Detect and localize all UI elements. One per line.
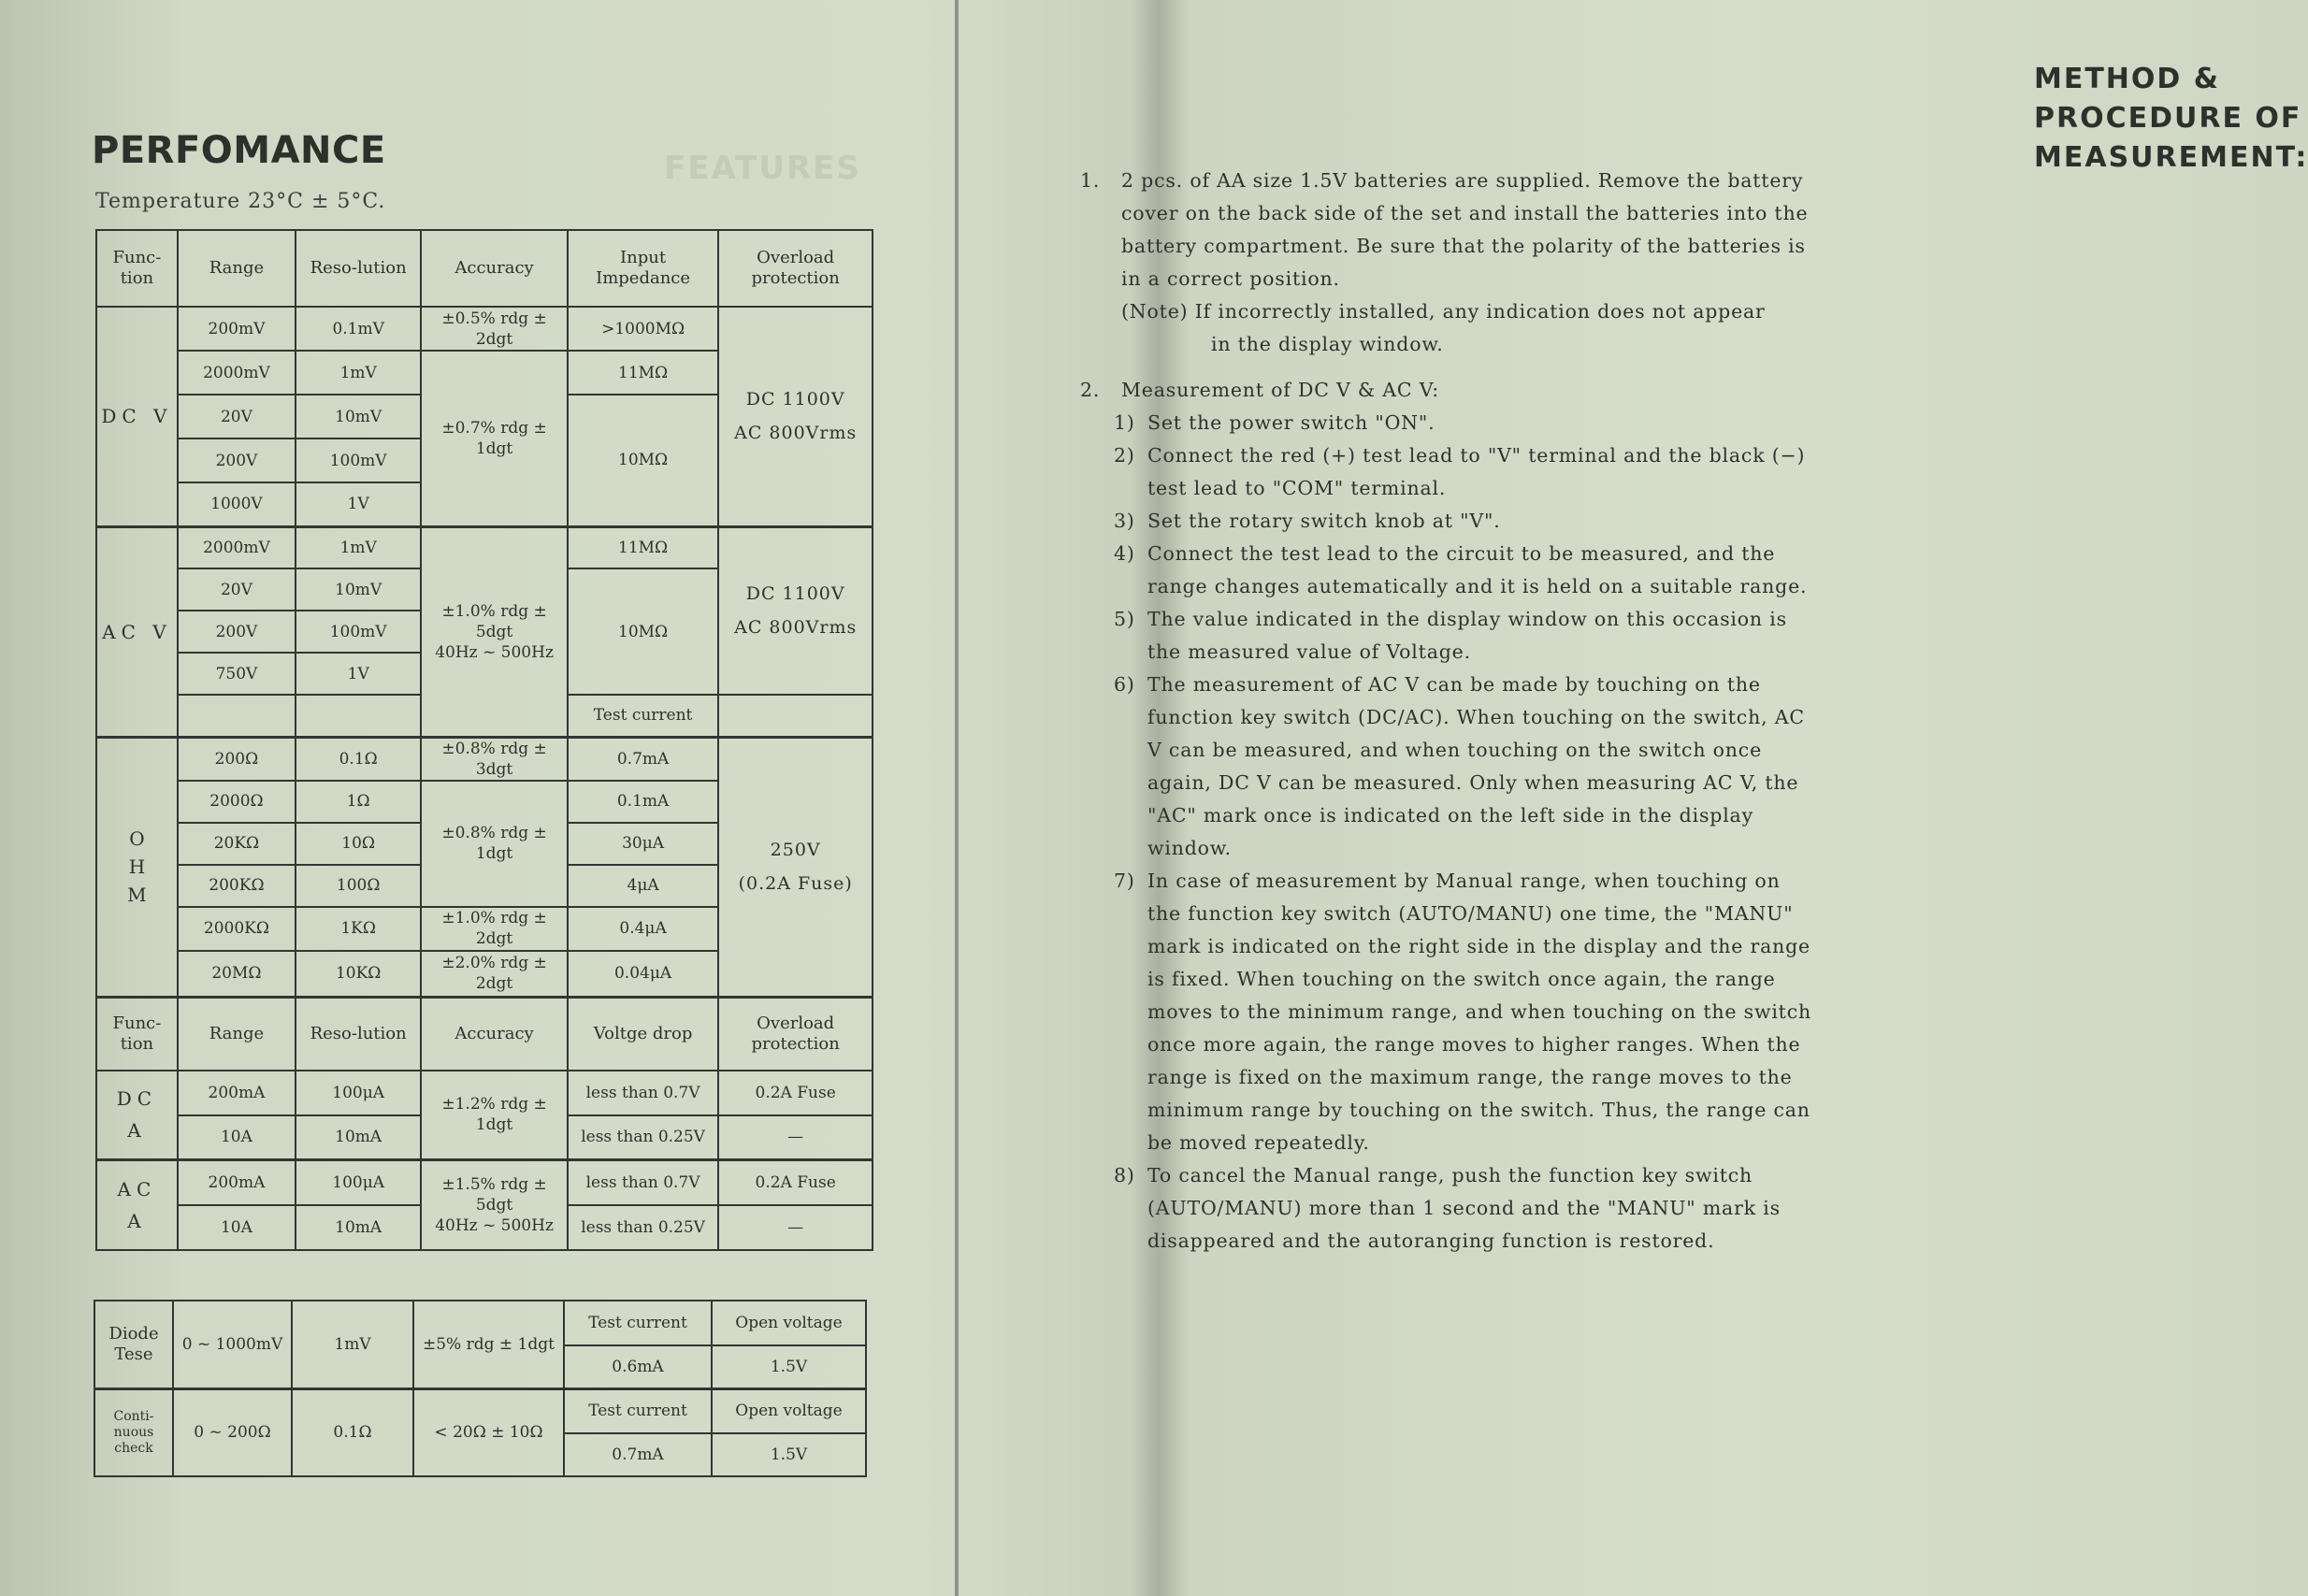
step-item (1080, 1159, 1819, 1258)
resolution-cell: 100Ω (296, 865, 421, 907)
resolution-cell: 100μA (296, 1071, 421, 1115)
impedance-cell: >1000MΩ (568, 307, 719, 351)
step-number: 7) (1114, 870, 1135, 892)
item-number: 1. (1080, 169, 1101, 192)
step-text: In case of measurement by Manual range, when touching on the function key switch (AUTO/MANU) one time, the "MANU" mark is indicated on the right side in the display and the range is fixed. When touching on the switch once again, the range moves to the minimum range, and when touching on the switch once more again, the range moves to higher ranges. When the range is fixed on the maximum range, the range moves to the minimum range by touching on the switch. Thus, the range can be moved repeatedly. (1147, 870, 1812, 1154)
step-item (1080, 865, 1819, 1159)
range-cell: 200mA (178, 1071, 296, 1115)
range-cell: 2000KΩ (178, 907, 296, 951)
test-current-label: Test current (564, 1388, 712, 1433)
range-cell: 200V (178, 439, 296, 482)
overload-cell: 0.2A Fuse (718, 1160, 873, 1205)
resolution-cell: 1V (296, 653, 421, 695)
function-cell: AC A (96, 1160, 178, 1250)
impedance-cell: 10MΩ (568, 395, 719, 526)
range-cell: 0 ~ 1000mV (173, 1301, 292, 1388)
impedance-cell: 11MΩ (568, 351, 719, 395)
overload-cell: — (718, 1205, 873, 1250)
range-cell: 0 ~ 200Ω (173, 1388, 292, 1476)
range-cell: 200Ω (178, 737, 296, 781)
test-current-label: Test current (568, 695, 719, 737)
title-line: MEASUREMENT: (2034, 141, 2308, 174)
function-cell: DC V (96, 307, 178, 526)
col-header: Input Impedance (568, 230, 719, 307)
resolution-cell: 1KΩ (296, 907, 421, 951)
step-number: 2) (1114, 444, 1135, 467)
step-item (1080, 603, 1819, 669)
col-header: Func-tion (96, 998, 178, 1071)
accuracy-cell: ±0.7% rdg ± 1dgt (421, 351, 568, 526)
col-header: Reso-lution (296, 998, 421, 1071)
step-item (1080, 407, 1819, 439)
function-cell: Conti-nuous check (94, 1388, 173, 1476)
function-cell: DC A (96, 1071, 178, 1160)
open-voltage-value: 1.5V (712, 1433, 866, 1476)
step-text: Set the rotary switch knob at "V". (1147, 510, 1501, 532)
step-item (1080, 505, 1819, 538)
resolution-cell: 1mV (296, 351, 421, 395)
resolution-cell: 1mV (296, 526, 421, 568)
table-row (96, 526, 873, 568)
overload-dc: DC 1100V (745, 389, 845, 410)
list-item (1080, 374, 1819, 407)
accuracy-cell (421, 1160, 568, 1250)
resolution-cell: 0.1mV (296, 307, 421, 351)
item-number: 2. (1080, 379, 1101, 401)
range-cell: 750V (178, 653, 296, 695)
table-header-row (96, 230, 873, 307)
overload-dc: DC 1100V (745, 583, 845, 605)
voltage-drop-cell: less than 0.25V (568, 1115, 719, 1160)
table-row (96, 1160, 873, 1205)
table-row (96, 1071, 873, 1115)
table-row (94, 1301, 866, 1345)
current-cell: 0.7mA (568, 737, 719, 781)
step-text: Connect the red (+) test lead to "V" terminal and the black (−) test lead to "COM" terminal. (1147, 444, 1806, 499)
accuracy-cell: ±0.8% rdg ± 3dgt (421, 737, 568, 781)
overload-cell (718, 526, 873, 695)
voltage-drop-cell: less than 0.7V (568, 1160, 719, 1205)
col-header: Range (178, 998, 296, 1071)
impedance-cell: 10MΩ (568, 568, 719, 695)
current-cell: 0.4μA (568, 907, 719, 951)
frequency-range: 40Hz ~ 500Hz (435, 1215, 554, 1235)
accuracy-cell: ±1.0% rdg ± 2dgt (421, 907, 568, 951)
resolution-cell: 10Ω (296, 823, 421, 865)
resolution-cell: 1mV (292, 1301, 413, 1388)
col-header: Overload protection (718, 998, 873, 1071)
overload-cell: — (718, 1115, 873, 1160)
resolution-cell: 100mV (296, 439, 421, 482)
range-cell: 1000V (178, 482, 296, 526)
current-cell: 4μA (568, 865, 719, 907)
resolution-cell: 10KΩ (296, 951, 421, 998)
voltage-drop-cell: less than 0.7V (568, 1071, 719, 1115)
current-cell: 30μA (568, 823, 719, 865)
step-text: Set the power switch "ON". (1147, 411, 1435, 434)
range-cell: 2000mV (178, 351, 296, 395)
range-cell: 10A (178, 1115, 296, 1160)
accuracy-cell: ±0.5% rdg ± 2dgt (421, 307, 568, 351)
col-header: Overload protection (718, 230, 873, 307)
overload-cell (718, 307, 873, 526)
test-current-label: Test current (564, 1301, 712, 1345)
col-header: Func-tion (96, 230, 178, 307)
performance-table (95, 229, 873, 1251)
frequency-range: 40Hz ~ 500Hz (435, 642, 554, 662)
step-number: 8) (1114, 1164, 1135, 1186)
note-line: (Note) If incorrectly installed, any indication does not appear (1121, 300, 1766, 323)
accuracy-value: ±1.0% rdg ± 5dgt (441, 601, 547, 641)
resolution-cell: 1V (296, 482, 421, 526)
note-continuation: in the display window. (1211, 333, 1444, 355)
range-cell: 10A (178, 1205, 296, 1250)
step-number: 5) (1114, 608, 1135, 630)
function-cell: AC V (96, 526, 178, 737)
table-header-row (96, 998, 873, 1071)
range-cell: 20MΩ (178, 951, 296, 998)
step-text: The value indicated in the display window on this occasion is the measured value of Voltage. (1147, 608, 1787, 663)
current-cell: 0.1mA (568, 781, 719, 823)
col-header: Accuracy (421, 998, 568, 1071)
section-title (2034, 60, 2308, 178)
title-line: METHOD & PROCEDURE OF (2034, 63, 2302, 135)
resolution-cell: 10mV (296, 568, 421, 611)
step-text: The measurement of AC V can be made by touching on the function key switch (DC/AC). When touching on the switch, AC V can be measured, and when touching on the switch once again, DC V can be measured. Only when measuring AC V, the "AC" mark once is indicated on the left side in the display window. (1147, 673, 1805, 859)
step-text: To cancel the Manual range, push the function key switch (AUTO/MANU) more than 1 second and the "MANU" mark is disappeared and the autoranging function is restored. (1147, 1164, 1781, 1252)
procedure-text (1080, 165, 1819, 1258)
overload-cell: 0.2A Fuse (718, 1071, 873, 1115)
resolution-cell: 0.1Ω (296, 737, 421, 781)
range-cell: 200mV (178, 307, 296, 351)
step-number: 4) (1114, 542, 1135, 565)
overload-cell (718, 737, 873, 998)
accuracy-cell: ±2.0% rdg ± 2dgt (421, 951, 568, 998)
function-cell: O H M (96, 737, 178, 998)
col-header: Accuracy (421, 230, 568, 307)
item-text: 2 pcs. of AA size 1.5V batteries are supplied. Remove the battery cover on the back side of the set and install the batteries into the battery compartment. Be sure that the polarity of the batteries is in a correct position. (1121, 169, 1809, 290)
range-cell: 200mA (178, 1160, 296, 1205)
accuracy-cell: ±5% rdg ± 1dgt (413, 1301, 564, 1388)
overload-fuse: (0.2A Fuse) (738, 873, 853, 895)
open-voltage-label: Open voltage (712, 1301, 866, 1345)
resolution-cell: 10mA (296, 1115, 421, 1160)
range-cell: 200KΩ (178, 865, 296, 907)
col-header: Reso-lution (296, 230, 421, 307)
current-cell: 0.04μA (568, 951, 719, 998)
resolution-cell: 100mV (296, 611, 421, 653)
diode-continuity-table (94, 1300, 867, 1477)
step-item (1080, 439, 1819, 505)
step-number: 3) (1114, 510, 1135, 532)
accuracy-cell (421, 526, 568, 737)
resolution-cell: 10mV (296, 395, 421, 439)
list-item (1080, 165, 1819, 295)
overload-voltage: 250V (770, 840, 821, 861)
table-row (94, 1388, 866, 1433)
voltage-drop-cell: less than 0.25V (568, 1205, 719, 1250)
table-row (96, 307, 873, 351)
accuracy-cell: < 20Ω ± 10Ω (413, 1388, 564, 1476)
overload-ac: AC 800Vrms (734, 423, 858, 444)
range-cell: 20V (178, 568, 296, 611)
empty-cell (178, 695, 296, 737)
col-header: Range (178, 230, 296, 307)
item-text: Measurement of DC V & AC V: (1121, 379, 1439, 401)
range-cell: 2000mV (178, 526, 296, 568)
accuracy-value: ±1.5% rdg ± 5dgt (441, 1174, 547, 1215)
range-cell: 2000Ω (178, 781, 296, 823)
resolution-cell: 100μA (296, 1160, 421, 1205)
overload-ac: AC 800Vrms (734, 617, 858, 639)
range-cell: 20KΩ (178, 823, 296, 865)
step-number: 6) (1114, 673, 1135, 696)
step-item (1080, 669, 1819, 865)
accuracy-cell: ±0.8% rdg ± 1dgt (421, 781, 568, 907)
empty-cell (718, 695, 873, 737)
col-header: Voltge drop (568, 998, 719, 1071)
table-row (96, 737, 873, 781)
left-page (0, 0, 954, 1596)
resolution-cell: 10mA (296, 1205, 421, 1250)
impedance-cell: 11MΩ (568, 526, 719, 568)
test-current-value: 0.7mA (564, 1433, 712, 1476)
test-current-value: 0.6mA (564, 1345, 712, 1388)
resolution-cell: 0.1Ω (292, 1388, 413, 1476)
empty-cell (296, 695, 421, 737)
range-cell: 200V (178, 611, 296, 653)
open-voltage-value: 1.5V (712, 1345, 866, 1388)
step-item (1080, 538, 1819, 603)
temperature-note: Temperature 23°C ± 5°C. (95, 190, 386, 213)
resolution-cell: 1Ω (296, 781, 421, 823)
function-cell: Diode Tese (94, 1301, 173, 1388)
step-text: Connect the test lead to the circuit to be measured, and the range changes autematically and it is held on a suitable range. (1147, 542, 1808, 597)
bleed-through-heading: FEATURES (664, 150, 861, 187)
accuracy-cell: ±1.2% rdg ± 1dgt (421, 1071, 568, 1160)
range-cell: 20V (178, 395, 296, 439)
step-number: 1) (1114, 411, 1135, 434)
page-title: PERFOMANCE (92, 129, 386, 172)
open-voltage-label: Open voltage (712, 1388, 866, 1433)
